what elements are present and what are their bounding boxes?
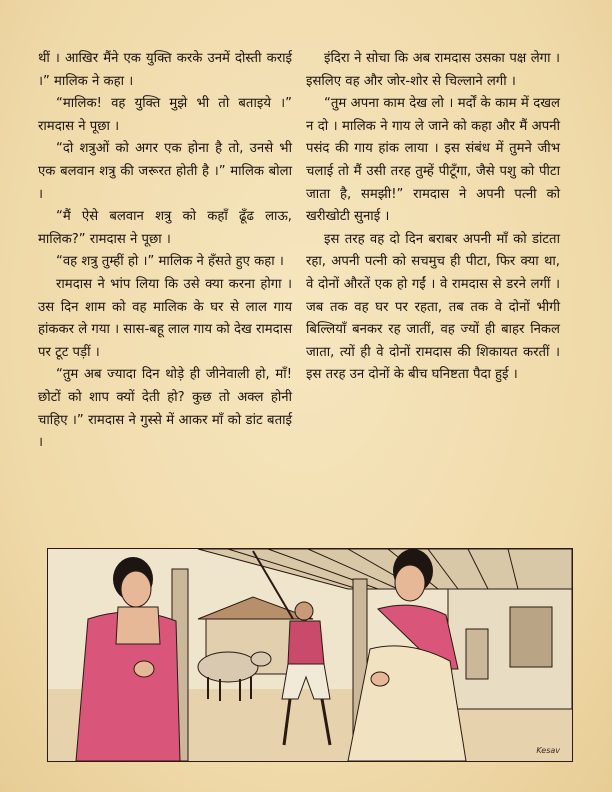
paragraph: इस तरह वह दो दिन बराबर अपनी माँ को डांटता रहा, अपनी पत्नी को सचमुच ही पीटा, फिर क्या था, वे दोनों औरतें एक हो गईं । वे रामदास से डरने लगीं । जब तक वह घर पर रहता, तब तक वे दोनों भीगी बिल्लियाँ बनकर रह जातीं, वह ज्यों ही बाहर निकल जाता, त्यों ही वे दोनों रामदास की शिकायत करतीं । इस तरह उन दोनों के बीच घनिष्टता पैदा हुई ।: [306, 231, 560, 383]
window: [510, 607, 552, 667]
paragraph: रामदास ने भांप लिया कि उसे क्या करना होगा । उस दिन शाम को वह मालिक के घर से लाल गाय हांककर ले गया । सास-बहू लाल गाय को देख रामदास पर टूट पड़ीं ।: [38, 276, 292, 360]
artist-signature: Kesav: [536, 746, 560, 755]
paragraph: “तुम अपना काम देख लो । मर्दों के काम में दखल न दो । मालिक ने गाय ले जाने को कहा और मैं अपनी पसंद की गाय हांक लाया । इस संबंध में तुमने जीभ चलाई तो मैं उसी तरह तुम्हें पीटूँगा, जैसे पशु को पीटा जाता है, समझी!” रामदास ने अपनी पत्नी को खरीखोटी सुनाई ।: [306, 96, 560, 225]
story-illustration: [47, 548, 573, 762]
paragraph: थीं । आखिर मैंने एक युक्ति करके उनमें दोस्ती कराई ।” मालिक ने कहा ।: [38, 51, 292, 89]
doorway: [466, 629, 488, 679]
paragraph: “वह शत्रु तुम्हीं हो ।” मालिक ने हँसते हुए कहा ।: [56, 254, 284, 270]
paragraph: “मैं ऐसे बलवान शत्रु को कहाँ ढूँढ लाऊ, मालिक?” रामदास ने पूछा ।: [38, 209, 292, 247]
paragraph: “दो शत्रुओं को अगर एक होना है तो, उनसे भी एक बलवान शत्रु की जरूरत होती है ।” मालिक बोला ।: [38, 141, 292, 202]
illustration-scene: [48, 549, 572, 761]
paragraph: इंदिरा ने सोचा कि अब रामदास उसका पक्ष लेगा । इसलिए वह और जोर-शोर से चिल्लाने लगी ।: [306, 51, 560, 89]
paragraph: “तुम अब ज्यादा दिन थोड़े ही जीनेवाली हो, माँ! छोटों को शाप क्यों देती हो? कुछ तो अक्ल होनी चाहिए ।” रामदास ने गुस्से में आकर माँ को डांट बताई ।: [38, 367, 292, 451]
right-text-column: [306, 48, 560, 387]
left-text-column: [38, 48, 292, 455]
paragraph: “मालिक! वह युक्ति मुझे भी तो बताइये ।” रामदास ने पूछा ।: [38, 96, 292, 134]
